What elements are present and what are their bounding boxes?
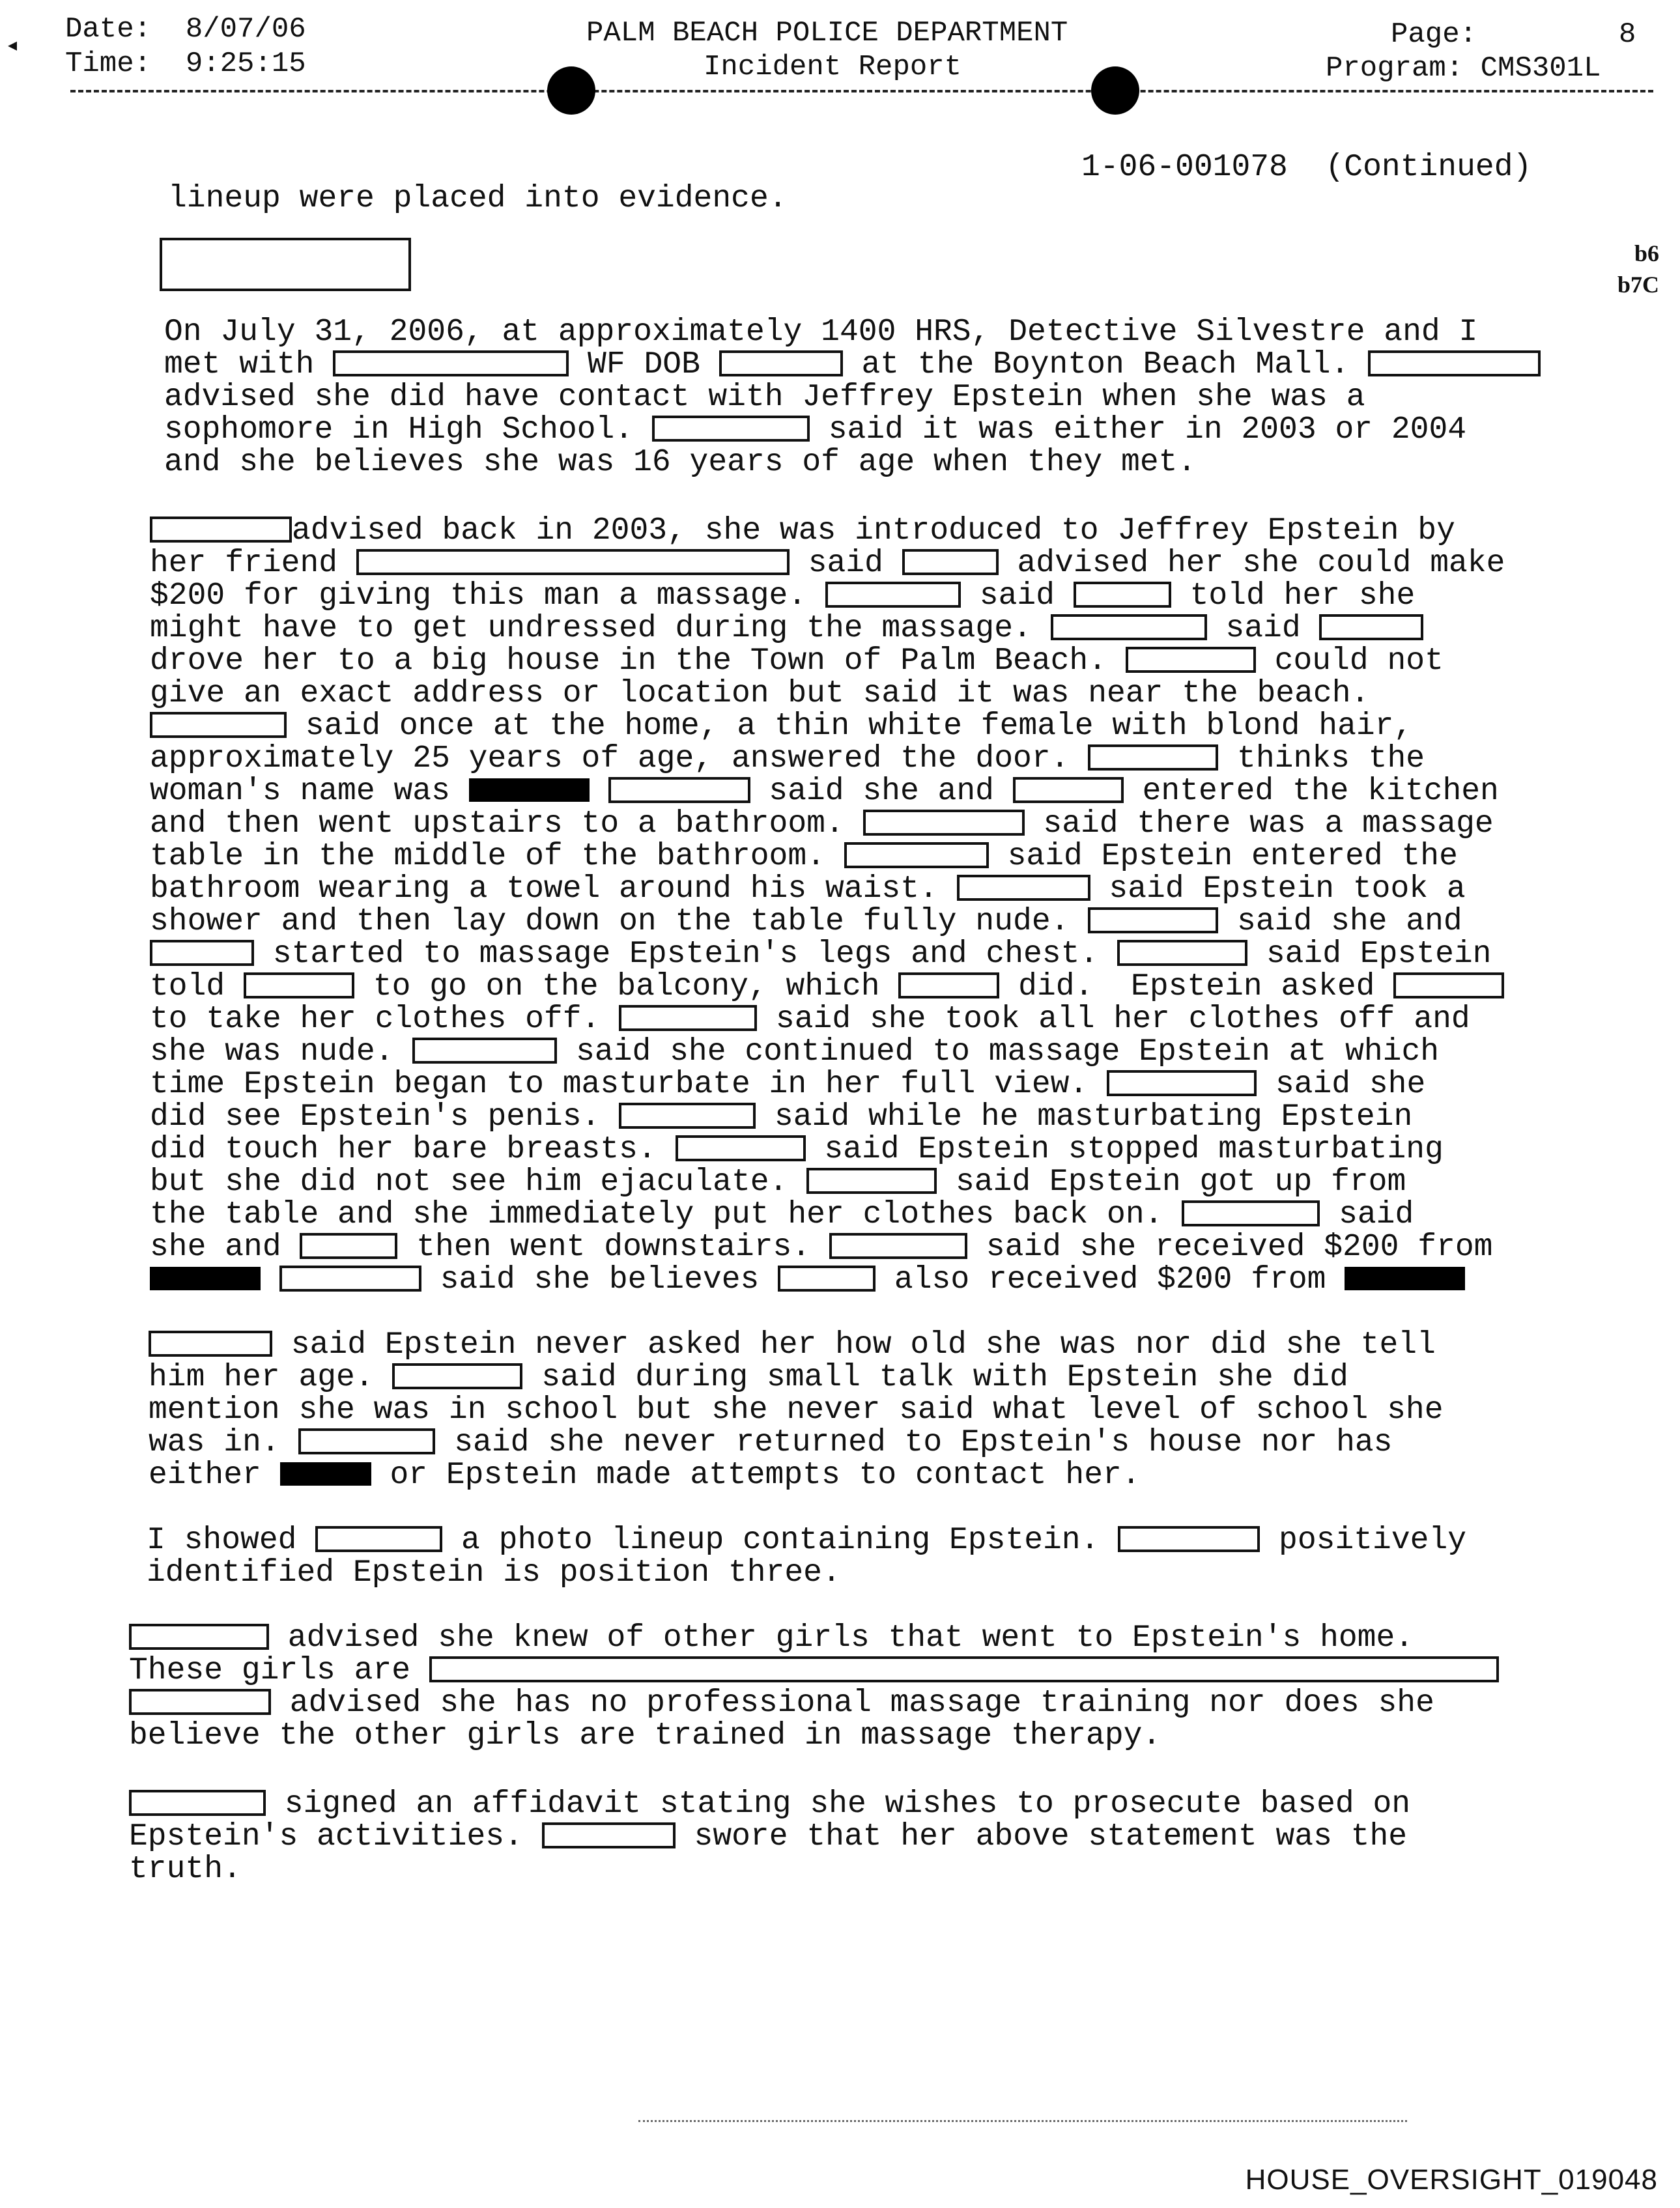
text-line: time Epstein began to masturbate in her full view. said she (150, 1067, 1426, 1102)
redaction-block (1345, 1267, 1465, 1290)
time-label: Time: (65, 48, 152, 80)
paragraph-5 (129, 1622, 1499, 1752)
text-line: she was nude. said she continued to massage Epstein at which (150, 1034, 1440, 1069)
page-corner-mark: ◂ (8, 34, 18, 55)
redaction-box (129, 1790, 266, 1816)
text-line: met with WF DOB at the Boynton Beach Mall. (164, 348, 1541, 381)
text-line: table in the middle of the bathroom. said Epstein entered the (150, 839, 1458, 874)
redaction-box (719, 350, 843, 376)
redaction-box (619, 1005, 757, 1031)
redaction-box (160, 238, 411, 291)
text-line: believe the other girls are trained in massage therapy. (129, 1718, 1161, 1753)
redaction-box (1126, 647, 1256, 673)
redaction-box (149, 1331, 272, 1357)
text-line: identified Epstein is position three. (147, 1555, 841, 1591)
redaction-box (429, 1656, 1499, 1682)
redaction-box (150, 940, 254, 966)
redaction-box (1118, 1526, 1260, 1552)
text-line: to take her clothes off. said she took all her clothes off and (150, 1002, 1470, 1037)
date-value: 8/07/06 (185, 13, 306, 46)
text-line: him her age. said during small talk with Epstein she did (149, 1360, 1348, 1395)
redaction-box (392, 1363, 522, 1389)
exemption-b7c: b7C (1617, 272, 1659, 298)
case-line (1081, 151, 1531, 184)
redaction-box (333, 350, 569, 376)
redaction-box (542, 1822, 676, 1848)
text-line: might have to get undressed during the massage. said (150, 612, 1505, 645)
redaction-box (150, 517, 292, 543)
paragraph-3 (149, 1329, 1444, 1492)
redaction-box (129, 1624, 269, 1650)
redaction-box (1088, 907, 1218, 933)
text-line: was in. said she never returned to Epstein's house nor has (149, 1425, 1393, 1460)
redaction-box (1319, 614, 1423, 640)
text-line: either or Epstein made attempts to contact her. (149, 1458, 1141, 1493)
text-line: advised she knew of other girls that went to Epstein's home. (129, 1622, 1499, 1654)
text-line: mention she was in school but she never said what level of school she (149, 1393, 1444, 1428)
case-number: 1-06-001078 (1081, 150, 1288, 185)
text-line: These girls are (129, 1654, 1499, 1687)
page-label: Page: (1391, 18, 1477, 51)
header-program (1326, 52, 1601, 85)
text-line: shower and then lay down on the table fully nude. said she and (150, 904, 1462, 939)
text-line: started to massage Epstein's legs and chest. said Epstein (150, 938, 1505, 970)
redaction-box (652, 416, 810, 442)
redaction-box (825, 582, 961, 608)
redaction-box (619, 1103, 756, 1129)
page-number: 8 (1619, 18, 1636, 51)
text-line: did see Epstein's penis. said while he masturbating Epstein (150, 1099, 1413, 1135)
paragraph-4 (147, 1524, 1466, 1589)
scan-artifact-line (638, 2120, 1407, 2122)
redaction-box (300, 1233, 397, 1259)
punch-hole-left (547, 66, 595, 115)
text-line: her friend said advised her she could make (150, 546, 1505, 581)
redaction-box (676, 1135, 806, 1161)
text-line: On July 31, 2006, at approximately 1400 HRS, Detective Silvestre and I (164, 315, 1478, 350)
redaction-box (315, 1526, 442, 1552)
redaction-box (829, 1233, 967, 1259)
text-line: and then went upstairs to a bathroom. said there was a massage (150, 806, 1494, 842)
redaction-box (844, 842, 989, 868)
redaction-box (356, 549, 790, 575)
redaction-box (1074, 582, 1171, 608)
redaction-box (957, 875, 1090, 901)
text-line: give an exact address or location but said it was near the beach. (150, 676, 1370, 711)
text-line: Epstein's activities. swore that her above statement was the (129, 1819, 1408, 1854)
text-line: advised she did have contact with Jeffrey Epstein when she was a (164, 380, 1365, 415)
header-time (65, 48, 306, 80)
redaction-box (1117, 940, 1247, 966)
program-label: Program: (1326, 52, 1464, 85)
text-line: the table and she immediately put her clothes back on. said (150, 1197, 1414, 1232)
redaction-block (280, 1462, 371, 1486)
redaction-box (279, 1266, 421, 1292)
exemption-marks (1617, 238, 1659, 300)
report-type: Incident Report (704, 51, 962, 83)
redaction-box (806, 1168, 937, 1194)
redaction-box (1013, 777, 1124, 803)
text-line: approximately 25 years of age, answered the door. thinks the (150, 741, 1425, 776)
text-line: said she believes also received $200 from (150, 1264, 1505, 1296)
paragraph-0 (168, 182, 788, 215)
time-value: 9:25:15 (185, 48, 306, 80)
text-line: advised back in 2003, she was introduced to Jeffrey Epstein by (150, 515, 1505, 547)
redaction-box (1107, 1070, 1257, 1096)
text-line: woman's name was said she and entered the kitchen (150, 774, 1499, 809)
redaction-block (469, 778, 590, 802)
text-line: and she believes she was 16 years of age when they met. (164, 445, 1197, 480)
redaction-box (244, 972, 354, 998)
program-value: CMS301L (1480, 52, 1601, 85)
text-line: $200 for giving this man a massage. said told her she (150, 578, 1416, 614)
exemption-b6: b6 (1634, 240, 1659, 266)
paragraph-2 (150, 515, 1505, 1296)
paragraph-6 (129, 1788, 1410, 1886)
text-line: I showed a photo lineup containing Epstein. positively (147, 1523, 1467, 1558)
text-line: sophomore in High School. said it was either in 2003 or 2004 (164, 412, 1467, 447)
text-line: but she did not see him ejaculate. said Epstein got up from (150, 1165, 1406, 1200)
text-line: she and then went downstairs. said she received $200 from (150, 1230, 1493, 1265)
redaction-box (129, 1689, 271, 1715)
redaction-box (150, 712, 287, 738)
date-label: Date: (65, 13, 152, 46)
redaction-box (1051, 614, 1207, 640)
redaction-box (1088, 744, 1218, 771)
department-title: PALM BEACH POLICE DEPARTMENT (586, 17, 1068, 50)
redaction-box (1393, 972, 1504, 998)
bates-number: HOUSE_OVERSIGHT_019048 (1245, 2164, 1658, 2196)
redaction-box (412, 1038, 557, 1064)
header-date (65, 13, 306, 46)
redaction-box (902, 549, 999, 575)
redaction-box (898, 972, 999, 998)
text-line: signed an affidavit stating she wishes to prosecute based on (129, 1788, 1410, 1820)
redaction-box (1182, 1200, 1320, 1226)
case-status: (Continued) (1325, 150, 1532, 185)
text-line: said once at the home, a thin white female with blond hair, (150, 710, 1505, 743)
header-rule (70, 90, 1653, 92)
redaction-box (298, 1428, 435, 1454)
text-line: bathroom wearing a towel around his waist. said Epstein took a (150, 871, 1466, 907)
text-line: told to go on the balcony, which did. Epstein asked (150, 970, 1505, 1003)
text-line: said Epstein never asked her how old she was nor did she tell (149, 1329, 1444, 1361)
text-line: truth. (129, 1852, 242, 1887)
text-line: advised she has no professional massage training nor does she (129, 1687, 1499, 1720)
punch-hole-right (1091, 66, 1139, 115)
text-line: drove her to a big house in the Town of Palm Beach. could not (150, 644, 1444, 679)
redaction-box (608, 777, 750, 803)
paragraph-1 (164, 316, 1541, 479)
redaction-box (1368, 350, 1541, 376)
redaction-box (778, 1266, 876, 1292)
text-line: lineup were placed into evidence. (168, 181, 788, 216)
text-line: did touch her bare breasts. said Epstein stopped masturbating (150, 1132, 1444, 1167)
redaction-block (150, 1267, 261, 1290)
redaction-box (863, 810, 1025, 836)
